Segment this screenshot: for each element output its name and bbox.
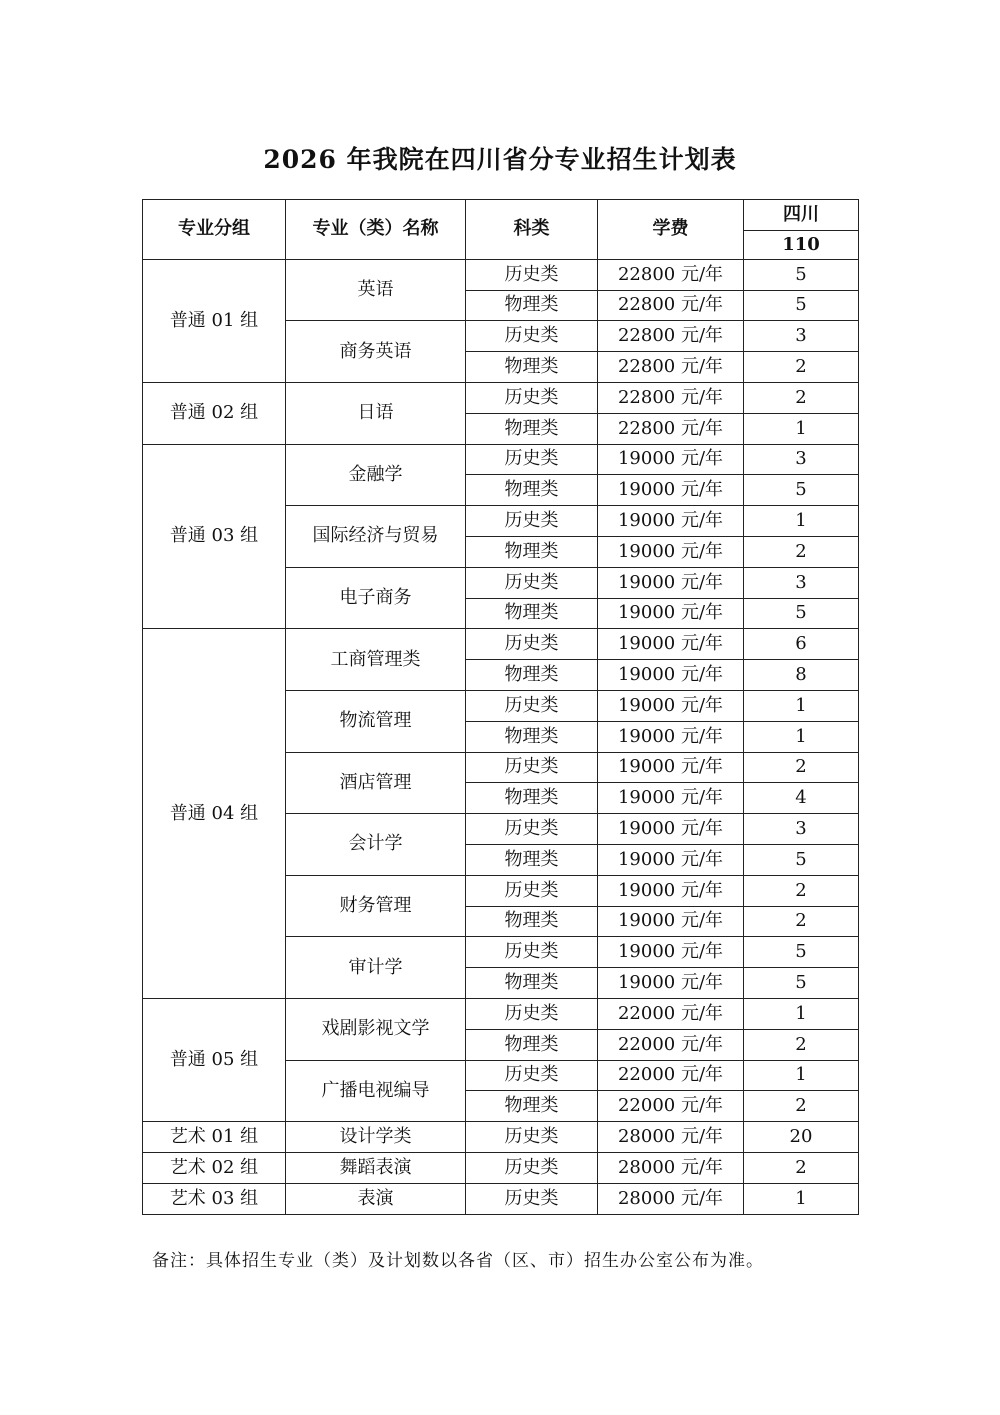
enrollment-plan-table — [142, 199, 859, 1215]
count-cell: 2 — [744, 1029, 859, 1060]
major-cell: 国际经济与贸易 — [286, 506, 466, 568]
table-row — [143, 259, 859, 290]
fee-cell: 22800 元/年 — [598, 413, 744, 444]
major-cell: 设计学类 — [286, 1122, 466, 1153]
fee-cell: 19000 元/年 — [598, 475, 744, 506]
fee-cell: 22800 元/年 — [598, 290, 744, 321]
table-row — [143, 1183, 859, 1214]
header-fee: 学费 — [598, 200, 744, 260]
fee-cell: 19000 元/年 — [598, 506, 744, 537]
count-cell: 1 — [744, 998, 859, 1029]
subject-cell: 物理类 — [466, 352, 598, 383]
fee-cell: 19000 元/年 — [598, 629, 744, 660]
header-subject: 科类 — [466, 200, 598, 260]
major-cell: 会计学 — [286, 814, 466, 876]
fee-cell: 22000 元/年 — [598, 1091, 744, 1122]
table-row — [143, 1152, 859, 1183]
subject-cell: 历史类 — [466, 1152, 598, 1183]
subject-cell: 物理类 — [466, 536, 598, 567]
table-row — [143, 998, 859, 1029]
count-cell: 5 — [744, 259, 859, 290]
table-row — [143, 382, 859, 413]
subject-cell: 历史类 — [466, 1183, 598, 1214]
count-cell: 3 — [744, 567, 859, 598]
count-cell: 5 — [744, 844, 859, 875]
count-cell: 5 — [744, 598, 859, 629]
major-cell: 金融学 — [286, 444, 466, 506]
count-cell: 2 — [744, 352, 859, 383]
fee-cell: 19000 元/年 — [598, 875, 744, 906]
subject-cell: 历史类 — [466, 259, 598, 290]
fee-cell: 28000 元/年 — [598, 1183, 744, 1214]
subject-cell: 物理类 — [466, 844, 598, 875]
fee-cell: 19000 元/年 — [598, 968, 744, 999]
subject-cell: 历史类 — [466, 382, 598, 413]
count-cell: 2 — [744, 906, 859, 937]
fee-cell: 19000 元/年 — [598, 567, 744, 598]
count-cell: 2 — [744, 382, 859, 413]
count-cell: 1 — [744, 1060, 859, 1091]
fee-cell: 19000 元/年 — [598, 690, 744, 721]
subject-cell: 历史类 — [466, 567, 598, 598]
count-cell: 2 — [744, 752, 859, 783]
count-cell: 3 — [744, 321, 859, 352]
subject-cell: 历史类 — [466, 1122, 598, 1153]
fee-cell: 28000 元/年 — [598, 1122, 744, 1153]
group-cell: 艺术 03 组 — [143, 1183, 286, 1214]
count-cell: 5 — [744, 290, 859, 321]
count-cell: 1 — [744, 413, 859, 444]
count-cell: 2 — [744, 536, 859, 567]
subject-cell: 物理类 — [466, 660, 598, 691]
major-cell: 英语 — [286, 259, 466, 321]
group-cell: 普通 04 组 — [143, 629, 286, 999]
major-cell: 财务管理 — [286, 875, 466, 937]
subject-cell: 物理类 — [466, 1091, 598, 1122]
subject-cell: 历史类 — [466, 444, 598, 475]
fee-cell: 19000 元/年 — [598, 444, 744, 475]
subject-cell: 物理类 — [466, 413, 598, 444]
subject-cell: 历史类 — [466, 814, 598, 845]
subject-cell: 历史类 — [466, 321, 598, 352]
fee-cell: 22000 元/年 — [598, 1060, 744, 1091]
major-cell: 酒店管理 — [286, 752, 466, 814]
fee-cell: 19000 元/年 — [598, 937, 744, 968]
fee-cell: 19000 元/年 — [598, 906, 744, 937]
count-cell: 8 — [744, 660, 859, 691]
major-cell: 日语 — [286, 382, 466, 444]
fee-cell: 22000 元/年 — [598, 1029, 744, 1060]
count-cell: 1 — [744, 506, 859, 537]
count-cell: 3 — [744, 444, 859, 475]
subject-cell: 历史类 — [466, 998, 598, 1029]
table-row — [143, 629, 859, 660]
count-cell: 2 — [744, 1152, 859, 1183]
header-major: 专业（类）名称 — [286, 200, 466, 260]
subject-cell: 物理类 — [466, 475, 598, 506]
fee-cell: 19000 元/年 — [598, 536, 744, 567]
subject-cell: 物理类 — [466, 598, 598, 629]
header-group: 专业分组 — [143, 200, 286, 260]
count-cell: 4 — [744, 783, 859, 814]
fee-cell: 22800 元/年 — [598, 352, 744, 383]
count-cell: 2 — [744, 1091, 859, 1122]
major-cell: 商务英语 — [286, 321, 466, 383]
subject-cell: 历史类 — [466, 506, 598, 537]
group-cell: 艺术 02 组 — [143, 1152, 286, 1183]
count-cell: 1 — [744, 690, 859, 721]
table-header-row — [143, 200, 859, 231]
fee-cell: 19000 元/年 — [598, 721, 744, 752]
count-cell: 1 — [744, 721, 859, 752]
group-cell: 普通 02 组 — [143, 382, 286, 444]
fee-cell: 19000 元/年 — [598, 598, 744, 629]
fee-cell: 19000 元/年 — [598, 783, 744, 814]
subject-cell: 历史类 — [466, 752, 598, 783]
subject-cell: 物理类 — [466, 721, 598, 752]
subject-cell: 物理类 — [466, 906, 598, 937]
header-total: 110 — [744, 230, 859, 259]
fee-cell: 22800 元/年 — [598, 259, 744, 290]
major-cell: 物流管理 — [286, 690, 466, 752]
group-cell: 普通 05 组 — [143, 998, 286, 1121]
count-cell: 5 — [744, 937, 859, 968]
count-cell: 1 — [744, 1183, 859, 1214]
fee-cell: 22000 元/年 — [598, 998, 744, 1029]
group-cell: 艺术 01 组 — [143, 1122, 286, 1153]
subject-cell: 物理类 — [466, 1029, 598, 1060]
table-body — [143, 259, 859, 1214]
subject-cell: 物理类 — [466, 968, 598, 999]
subject-cell: 物理类 — [466, 783, 598, 814]
major-cell: 戏剧影视文学 — [286, 998, 466, 1060]
major-cell: 工商管理类 — [286, 629, 466, 691]
subject-cell: 历史类 — [466, 875, 598, 906]
count-cell: 3 — [744, 814, 859, 845]
fee-cell: 19000 元/年 — [598, 752, 744, 783]
group-cell: 普通 01 组 — [143, 259, 286, 382]
fee-cell: 19000 元/年 — [598, 814, 744, 845]
count-cell: 2 — [744, 875, 859, 906]
fee-cell: 28000 元/年 — [598, 1152, 744, 1183]
major-cell: 审计学 — [286, 937, 466, 999]
subject-cell: 物理类 — [466, 290, 598, 321]
subject-cell: 历史类 — [466, 690, 598, 721]
table-row — [143, 444, 859, 475]
count-cell: 20 — [744, 1122, 859, 1153]
group-cell: 普通 03 组 — [143, 444, 286, 629]
subject-cell: 历史类 — [466, 629, 598, 660]
major-cell: 广播电视编导 — [286, 1060, 466, 1122]
table-row — [143, 1122, 859, 1153]
major-cell: 舞蹈表演 — [286, 1152, 466, 1183]
major-cell: 表演 — [286, 1183, 466, 1214]
fee-cell: 19000 元/年 — [598, 844, 744, 875]
fee-cell: 22800 元/年 — [598, 321, 744, 352]
footnote: 备注：具体招生专业（类）及计划数以各省（区、市）招生办公室公布为准。 — [152, 1251, 764, 1271]
count-cell: 5 — [744, 475, 859, 506]
header-province: 四川 — [744, 200, 859, 231]
major-cell: 电子商务 — [286, 567, 466, 629]
count-cell: 6 — [744, 629, 859, 660]
subject-cell: 历史类 — [466, 1060, 598, 1091]
count-cell: 5 — [744, 968, 859, 999]
fee-cell: 19000 元/年 — [598, 660, 744, 691]
subject-cell: 历史类 — [466, 937, 598, 968]
fee-cell: 22800 元/年 — [598, 382, 744, 413]
page-title: 2026 年我院在四川省分专业招生计划表 — [263, 145, 737, 174]
